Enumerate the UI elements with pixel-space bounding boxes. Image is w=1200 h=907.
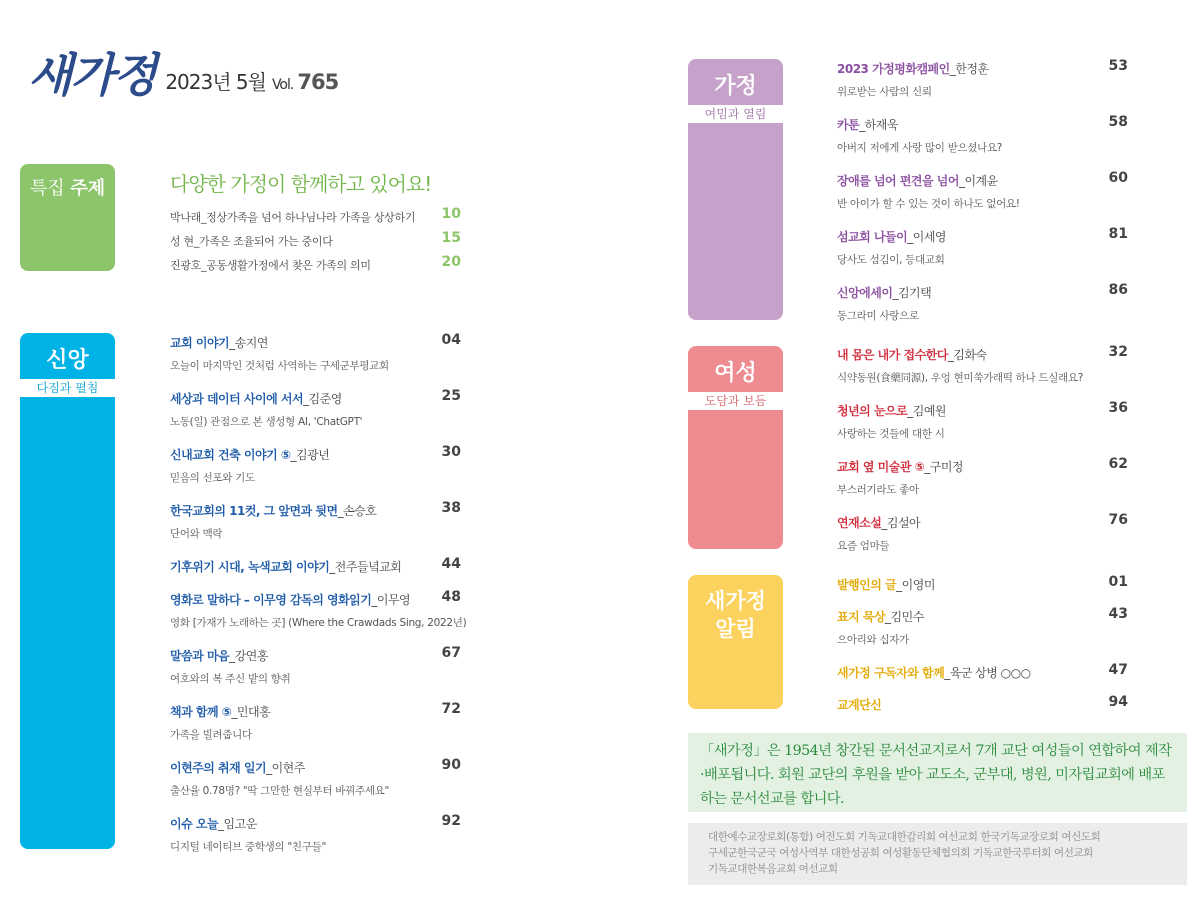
women-entry-subtitle: 사랑하는 것들에 대한 시 <box>837 428 945 440</box>
info-box: 「새가정」은 1954년 창간된 문서선교지로서 7개 교단 여성들이 연합하여 제작·배포됩니다. 회원 교단의 후원을 받아 교도소, 군부대, 병원, 미자립교회에 배포하는 문서선교를 합니다. <box>688 733 1187 812</box>
tab-special-label: 특집 주제 <box>29 178 106 199</box>
family-entry-subtitle: 동그라미 사랑으로 <box>837 310 919 322</box>
entry-author: _이세영 <box>907 230 947 244</box>
notice-entry-page: 01 <box>1108 574 1128 590</box>
faith-entry-subtitle: 여호와의 복 주신 밭의 향취 <box>170 673 291 685</box>
entry-title-text: 책과 함께 ⑤ <box>170 705 232 719</box>
notice-entry-page: 47 <box>1108 662 1128 678</box>
family-entry-subtitle: 위로받는 사람의 신뢰 <box>837 86 932 98</box>
faith-entry-subtitle: 오늘이 마지막인 것처럼 사역하는 구세군부평교회 <box>170 360 389 372</box>
entry-title-text: 교회 옆 미술관 ⑤ <box>837 460 925 474</box>
entry-title-text: 영화로 말하다 – 이무영 감독의 영화읽기 <box>170 593 372 607</box>
faith-entry-title <box>170 390 362 407</box>
family-entry-subtitle: 반 아이가 할 수 있는 것이 하나도 없어요! <box>837 198 1020 210</box>
special-title: 다양한 가정이 함께하고 있어요! <box>170 172 432 196</box>
faith-entry-title <box>170 703 270 720</box>
faith-entry-page: 25 <box>441 388 461 404</box>
entry-author: _김광년 <box>290 448 330 462</box>
family-entry-page: 81 <box>1108 226 1128 242</box>
entry-title-text: 내 몸은 내가 접수한다 <box>837 348 948 362</box>
faith-entry-title <box>170 502 376 519</box>
women-entry-title <box>837 402 946 419</box>
family-entry[interactable] <box>837 116 1002 155</box>
faith-entry-title <box>170 759 389 776</box>
women-entry[interactable] <box>837 402 946 441</box>
women-entry-page: 76 <box>1108 512 1128 528</box>
faith-entry-subtitle: 영화 [가재가 노래하는 곳] (Where the Crawdads Sing, 2022년) <box>170 617 467 629</box>
entry-author: _손승호 <box>337 504 377 518</box>
faith-entry-title <box>170 334 389 351</box>
entry-title-text: 교계단신 <box>837 698 882 712</box>
tab-family <box>688 59 783 320</box>
notice-entry-title <box>837 576 935 593</box>
notice-entry-title <box>837 696 881 713</box>
entry-title-text: 표지 묵상 <box>837 610 886 624</box>
faith-entry-title <box>170 446 329 463</box>
entry-author: _이영미 <box>896 578 935 592</box>
faith-entry[interactable] <box>170 815 326 854</box>
tab-faith-label: 신앙 <box>46 348 89 373</box>
faith-entry-title <box>170 558 401 575</box>
faith-entry-page: 44 <box>441 556 461 572</box>
entry-title-text: 말씀과 마음 <box>170 649 230 663</box>
entry-author: _김민수 <box>885 610 924 624</box>
family-entry-page: 86 <box>1108 282 1128 298</box>
entry-author: _전주들녘교회 <box>329 560 402 574</box>
faith-entry-page: 67 <box>441 645 461 661</box>
org-line: 구세군한국군국 여성사역부 대한성공회 여성활동단체협의회 기독교한국루터회 여선교회 <box>708 847 1093 859</box>
member-organizations <box>688 823 1187 885</box>
special-page: 20 <box>441 254 461 270</box>
notice-entry[interactable] <box>837 576 935 593</box>
faith-entry-subtitle: 출산율 0.78명? "딱 그만한 현실부터 바꿔주세요" <box>170 785 390 797</box>
notice-entry-title <box>837 664 1031 681</box>
entry-title-text: 새가정 구독자와 함께 <box>837 666 945 680</box>
entry-author: _김예원 <box>907 404 947 418</box>
family-entry[interactable] <box>837 60 989 99</box>
family-entry-page: 53 <box>1108 58 1128 74</box>
notice-entry-subtitle: 으아리와 십자가 <box>837 634 909 646</box>
women-entry-subtitle: 요즘 엄마들 <box>837 540 890 552</box>
women-entry[interactable] <box>837 514 920 553</box>
tab-faith-sub: 다짐과 펼침 <box>20 379 115 397</box>
entry-title-text: 카툰 <box>837 118 860 132</box>
issue-info <box>165 66 338 95</box>
faith-entry-subtitle: 믿음의 선포와 기도 <box>170 472 255 484</box>
women-entry-page: 36 <box>1108 400 1128 416</box>
notice-entry[interactable] <box>837 696 881 713</box>
faith-entry-page: 30 <box>441 444 461 460</box>
family-entry-title <box>837 228 946 245</box>
entry-title-text: 청년의 눈으로 <box>837 404 908 418</box>
faith-entry[interactable] <box>170 703 270 742</box>
tab-family-label: 가정 <box>714 74 757 99</box>
notice-entry[interactable] <box>837 664 1031 681</box>
entry-title-text: 신내교회 건축 이야기 ⑤ <box>170 448 291 462</box>
entry-title-text: 교회 이야기 <box>170 336 230 350</box>
faith-entry-page: 38 <box>441 500 461 516</box>
entry-author: _강연홍 <box>229 649 268 663</box>
entry-author: _하재욱 <box>859 118 898 132</box>
tab-notice <box>688 575 783 709</box>
women-entry-subtitle: 식약동원(食藥同源), 우엉 현미쑥가래떡 하나 드실래요? <box>837 372 1084 384</box>
faith-entry[interactable] <box>170 759 389 798</box>
women-entry-title <box>837 458 963 475</box>
vol-label: Vol. <box>271 77 294 93</box>
faith-entry-page: 90 <box>441 757 461 773</box>
family-entry-subtitle: 아버지 저에게 사랑 많이 받으셨나요? <box>837 142 1003 154</box>
faith-entry-page: 48 <box>441 589 461 605</box>
faith-entry[interactable] <box>170 334 389 373</box>
women-entry[interactable] <box>837 346 1083 385</box>
entry-title-text: 이슈 오늘 <box>170 817 219 831</box>
entry-author: _구미정 <box>924 460 964 474</box>
family-entry[interactable] <box>837 228 946 267</box>
family-entry[interactable] <box>837 172 1020 211</box>
entry-author: _이현주 <box>266 761 305 775</box>
faith-entry[interactable] <box>170 558 401 575</box>
special-item[interactable]: 진광호_공동생활가정에서 찾은 가족의 의미 <box>170 259 371 272</box>
faith-entry-page: 72 <box>441 701 461 717</box>
entry-title-text: 세상과 데이터 사이에 서서 <box>170 392 304 406</box>
tab-family-sub: 여밈과 열림 <box>688 105 783 123</box>
entry-title-text: 한국교회의 11컷, 그 앞면과 뒷면 <box>170 504 338 518</box>
entry-title-text: 연재소설 <box>837 516 882 530</box>
entry-author: _이계윤 <box>958 174 998 188</box>
tab-special <box>20 164 115 271</box>
entry-title-text: 신앙에세이 <box>837 286 893 300</box>
tab-women-label: 여성 <box>714 361 757 386</box>
family-entry[interactable] <box>837 284 931 323</box>
magazine-header <box>28 48 339 102</box>
women-entry-title <box>837 514 920 531</box>
family-entry-subtitle: 당사도 섬김이, 등대교회 <box>837 254 945 266</box>
entry-author: _이무영 <box>371 593 411 607</box>
faith-entry-page: 04 <box>441 332 461 348</box>
org-line: 대한예수교장로회(통합) 여전도회 기독교대한감리회 여선교회 한국기독교장로회 여신도회 <box>708 831 1101 843</box>
women-entry-title <box>837 346 1083 363</box>
entry-author: _한정훈 <box>949 62 989 76</box>
entry-author: _김설아 <box>881 516 921 530</box>
magazine-logo: 새가정 <box>28 48 156 102</box>
entry-title-text: 섬교회 나들이 <box>837 230 908 244</box>
faith-entry[interactable] <box>170 647 290 686</box>
faith-entry-subtitle: 가족을 빌려줍니다 <box>170 729 252 741</box>
org-line: 기독교대한복음교회 여선교회 <box>708 863 838 875</box>
entry-author: _김기택 <box>892 286 932 300</box>
entry-author: _민대홍 <box>231 705 271 719</box>
women-entry-page: 32 <box>1108 344 1128 360</box>
entry-title-text: 발행인의 글 <box>837 578 897 592</box>
faith-entry-subtitle: 디지털 네이티브 중학생의 "친구들" <box>170 841 326 853</box>
entry-title-text: 이현주의 취재 일기 <box>170 761 267 775</box>
family-entry-title <box>837 284 931 301</box>
family-entry-page: 60 <box>1108 170 1128 186</box>
notice-entry[interactable] <box>837 608 924 647</box>
special-item[interactable]: 성 현_가족은 조율되어 가는 중이다 <box>170 235 333 248</box>
tab-faith <box>20 333 115 849</box>
entry-author: _육군 상병 ○○○ <box>944 666 1031 680</box>
faith-entry[interactable] <box>170 502 376 541</box>
tab-notice-label: 새가정 알림 <box>705 589 766 641</box>
women-entry-page: 62 <box>1108 456 1128 472</box>
family-entry-title <box>837 60 989 77</box>
notice-entry-page: 94 <box>1108 694 1128 710</box>
tab-women <box>688 346 783 549</box>
family-entry-page: 58 <box>1108 114 1128 130</box>
faith-entry-title <box>170 647 290 664</box>
special-page: 10 <box>441 206 461 222</box>
faith-entry-page: 92 <box>441 813 461 829</box>
vol-number: 765 <box>297 70 339 94</box>
women-entry-subtitle: 부스러기라도 좋아 <box>837 484 919 496</box>
faith-entry[interactable] <box>170 446 329 485</box>
entry-author: _임고운 <box>218 817 257 831</box>
entry-author: _송지연 <box>229 336 268 350</box>
special-item[interactable]: 박나래_정상가족을 넘어 하나님나라 가족을 상상하기 <box>170 211 416 224</box>
entry-title-text: 2023 가정평화캠페인 <box>837 62 950 76</box>
family-entry-title <box>837 116 1002 133</box>
women-entry[interactable] <box>837 458 963 497</box>
special-page: 15 <box>441 230 461 246</box>
notice-entry-title <box>837 608 924 625</box>
entry-author: _김준영 <box>303 392 342 406</box>
faith-entry-subtitle: 노동(일) 관점으로 본 생성형 AI, 'ChatGPT' <box>170 416 363 428</box>
faith-entry-subtitle: 단어와 맥락 <box>170 528 223 540</box>
entry-author: _김화숙 <box>947 348 987 362</box>
entry-title-text: 기후위기 시대, 녹색교회 이야기 <box>170 560 330 574</box>
notice-entry-page: 43 <box>1108 606 1128 622</box>
entry-title-text: 장애를 넘어 편견을 넘어 <box>837 174 959 188</box>
issue-date: 2023년 5월 <box>165 70 266 94</box>
family-entry-title <box>837 172 1020 189</box>
tab-women-sub: 도담과 보듬 <box>688 392 783 410</box>
faith-entry[interactable] <box>170 390 362 429</box>
faith-entry-title <box>170 815 326 832</box>
